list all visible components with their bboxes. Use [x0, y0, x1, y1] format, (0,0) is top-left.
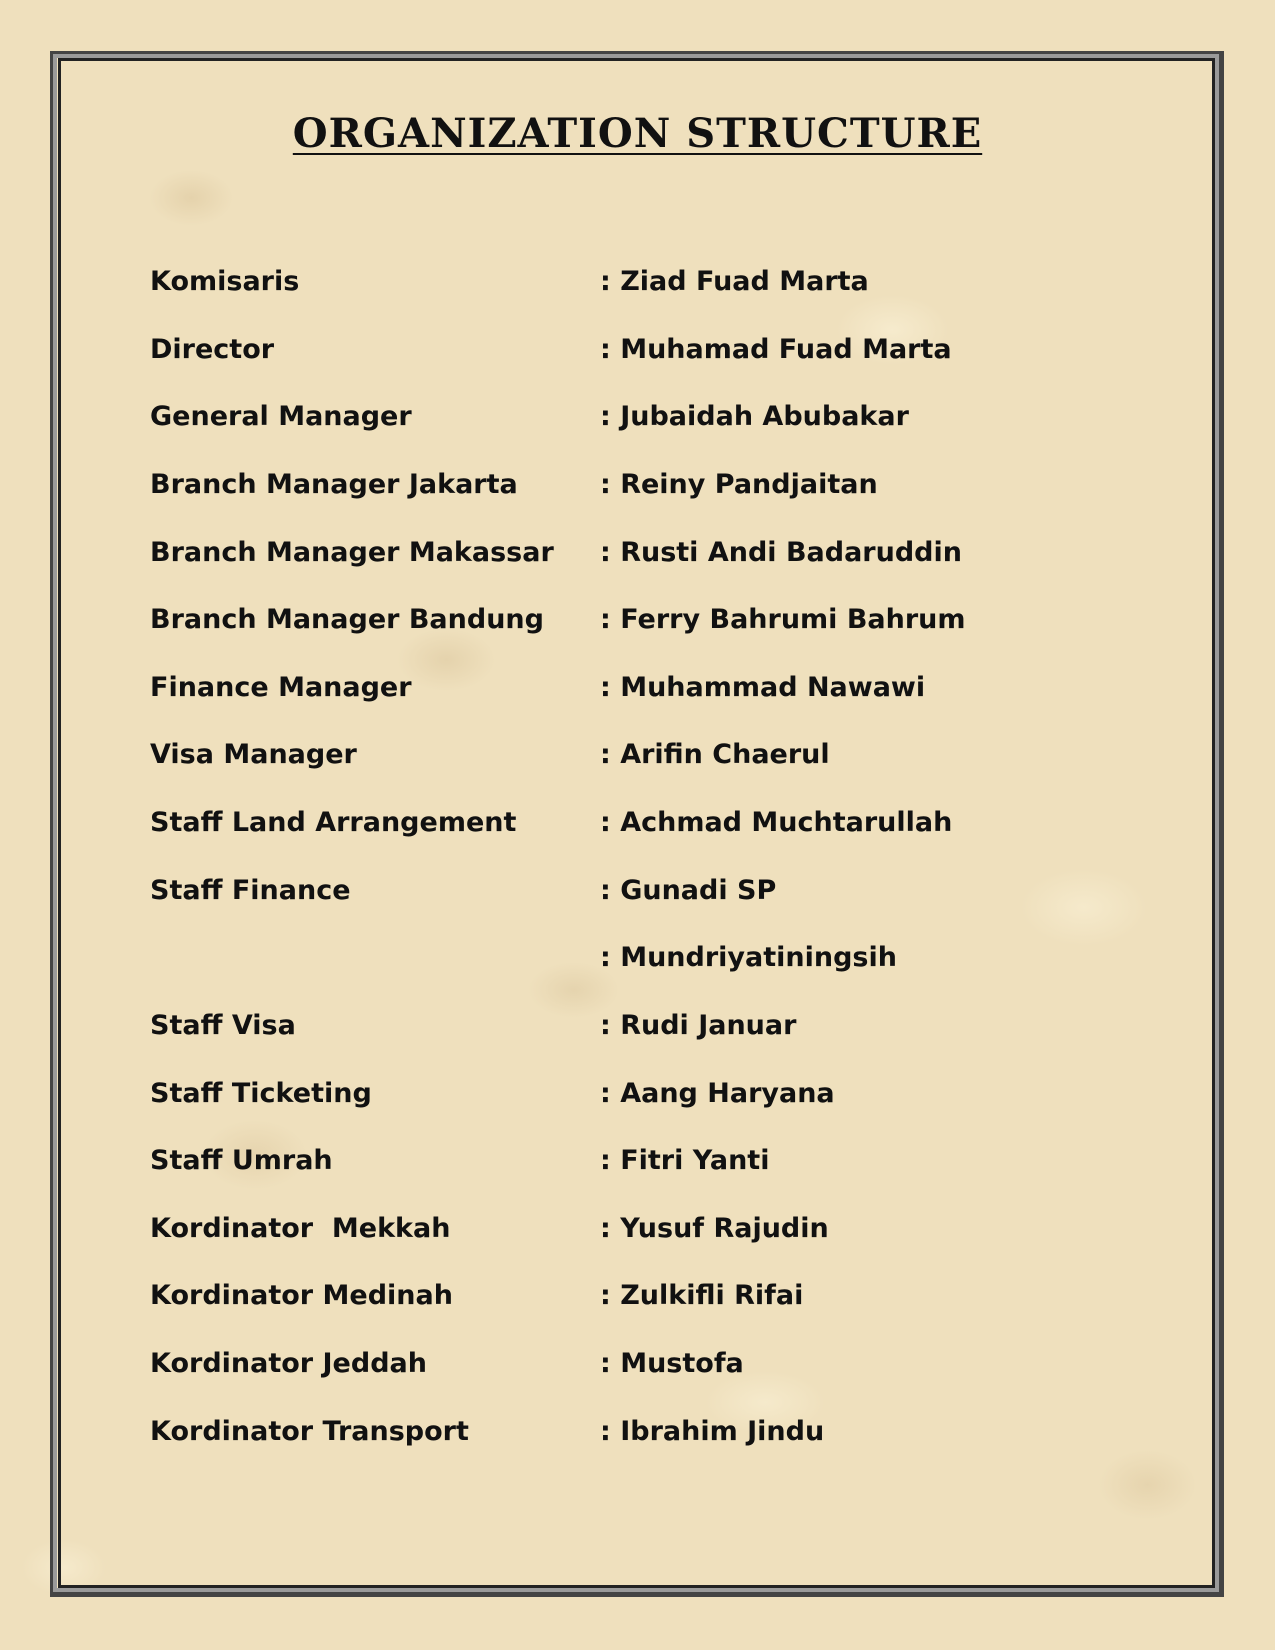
org-row-kordinator-transport [0, 1412, 1275, 1452]
person-name: : Yusuf Rajudin [600, 1213, 829, 1244]
person-name: : Aang Haryana [600, 1078, 835, 1109]
person-name: : Muhamad Fuad Marta [600, 334, 952, 365]
person-name: : Fitri Yanti [600, 1145, 770, 1176]
org-row-kordinator-medinah [0, 1276, 1275, 1316]
org-row-staff-visa [0, 1006, 1275, 1046]
org-row-visa-manager [0, 735, 1275, 775]
role-label: Staff Umrah [150, 1145, 333, 1176]
role-label: General Manager [150, 401, 412, 432]
role-label: Kordinator Mekkah [150, 1213, 451, 1244]
org-row-branch-manager-bandung [0, 600, 1275, 640]
role-label: Branch Manager Bandung [150, 604, 544, 635]
role-label: Visa Manager [150, 739, 357, 770]
person-name: : Muhammad Nawawi [600, 672, 926, 703]
role-label: Staff Visa [150, 1010, 296, 1041]
role-label: Staff Finance [150, 875, 351, 906]
person-name: : Ferry Bahrumi Bahrum [600, 604, 966, 635]
person-name: : Jubaidah Abubakar [600, 401, 909, 432]
org-row-komisaris [0, 262, 1275, 302]
org-row-staff-finance-2 [0, 938, 1275, 978]
role-label: Staff Land Arrangement [150, 807, 517, 838]
person-name: : Arifin Chaerul [600, 739, 830, 770]
role-label: Kordinator Transport [150, 1416, 469, 1447]
person-name: : Ziad Fuad Marta [600, 266, 869, 297]
role-label: Finance Manager [150, 672, 412, 703]
role-label: Branch Manager Jakarta [150, 469, 518, 500]
person-name: : Rusti Andi Badaruddin [600, 537, 962, 568]
org-row-branch-manager-makassar [0, 533, 1275, 573]
person-name: : Rudi Januar [600, 1010, 797, 1041]
role-label: Kordinator Medinah [150, 1280, 453, 1311]
org-row-branch-manager-jakarta [0, 465, 1275, 505]
role-label: Staff Ticketing [150, 1078, 372, 1109]
person-name: : Gunadi SP [600, 875, 777, 906]
org-row-director [0, 330, 1275, 370]
org-row-staff-ticketing [0, 1074, 1275, 1114]
org-row-staff-umrah [0, 1141, 1275, 1181]
org-row-finance-manager [0, 668, 1275, 708]
org-row-general-manager [0, 397, 1275, 437]
person-name: : Mundriyatiningsih [600, 942, 897, 973]
org-row-kordinator-jeddah [0, 1344, 1275, 1384]
role-label: Komisaris [150, 266, 300, 297]
person-name: : Ibrahim Jindu [600, 1416, 825, 1447]
person-name: : Mustofa [600, 1348, 744, 1379]
person-name: : Zulkifli Rifai [600, 1280, 804, 1311]
role-label: Kordinator Jeddah [150, 1348, 427, 1379]
org-row-kordinator-mekkah [0, 1209, 1275, 1249]
person-name: : Reiny Pandjaitan [600, 469, 878, 500]
org-row-staff-finance [0, 871, 1275, 911]
role-label: Director [150, 334, 275, 365]
person-name: : Achmad Muchtarullah [600, 807, 953, 838]
role-label: Branch Manager Makassar [150, 537, 554, 568]
page-title: ORGANIZATION STRUCTURE [292, 110, 983, 157]
org-row-staff-land-arrangement [0, 803, 1275, 843]
